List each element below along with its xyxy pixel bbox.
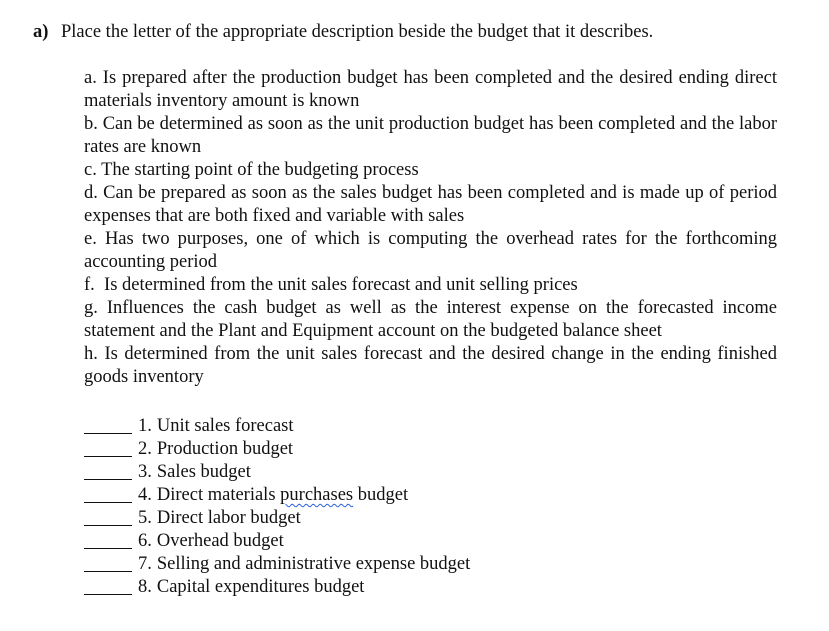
budget-label: Capital expenditures budget: [156, 577, 365, 597]
question-label: a): [33, 22, 49, 42]
description-e: e. Has two purposes, one of which is computing the overhead rates for the forthcoming accounting period: [84, 229, 777, 272]
answer-blank-8[interactable]: [84, 577, 132, 595]
answer-blank-6[interactable]: [84, 531, 132, 549]
budget-answer-list: [84, 413, 470, 597]
budget-number: 2.: [138, 439, 152, 459]
budget-label: Selling and administrative expense budget: [156, 554, 471, 574]
answer-blank-4[interactable]: [84, 485, 132, 503]
budget-row-5: [84, 505, 470, 528]
budget-row-2: [84, 436, 470, 459]
answer-blank-5[interactable]: [84, 508, 132, 526]
description-list: [84, 67, 777, 389]
budget-number: 5.: [138, 508, 152, 528]
budget-number: 3.: [138, 462, 152, 482]
budget-row-8: [84, 574, 470, 597]
budget-number: 7.: [138, 554, 152, 574]
description-a: a. Is prepared after the production budget has been completed and the desired ending direct materials inventory amount is known: [84, 68, 777, 111]
budget-row-7: [84, 551, 470, 574]
budget-label: Sales budget: [156, 462, 251, 482]
budget-number: 8.: [138, 577, 152, 597]
budget-label: Production budget: [156, 439, 294, 459]
question-prompt: [33, 20, 653, 44]
question-text: Place the letter of the appropriate description beside the budget that it describes.: [61, 22, 654, 42]
budget-number: 1.: [138, 416, 152, 436]
budget-row-3: [84, 459, 470, 482]
description-c: c. The starting point of the budgeting process: [84, 160, 419, 180]
budget-label: Overhead budget: [156, 531, 284, 551]
answer-blank-3[interactable]: [84, 462, 132, 480]
description-f: f. Is determined from the unit sales forecast and unit selling prices: [84, 275, 578, 295]
description-d: d. Can be prepared as soon as the sales budget has been completed and is made up of period expenses that are both fixed and variable with sales: [84, 183, 777, 226]
spellcheck-flagged-word: purchases: [280, 485, 354, 505]
answer-blank-7[interactable]: [84, 554, 132, 572]
budget-row-4: [84, 482, 470, 505]
budget-number: 6.: [138, 531, 152, 551]
budget-row-6: [84, 528, 470, 551]
description-g: g. Influences the cash budget as well as the interest expense on the forecasted income statement and the Plant and Equipment account on the budgeted balance sheet: [84, 298, 777, 341]
description-b: b. Can be determined as soon as the unit production budget has been completed and the labor rates are known: [84, 114, 777, 157]
description-h: h. Is determined from the unit sales forecast and the desired change in the ending finished goods inventory: [84, 344, 777, 387]
budget-label-end: budget: [353, 485, 409, 505]
budget-row-1: [84, 413, 470, 436]
budget-label-start: Direct materials: [156, 485, 281, 505]
budget-label: Unit sales forecast: [156, 416, 294, 436]
answer-blank-1[interactable]: [84, 416, 132, 434]
answer-blank-2[interactable]: [84, 439, 132, 457]
budget-number: 4.: [138, 485, 152, 505]
budget-label: Direct labor budget: [156, 508, 301, 528]
